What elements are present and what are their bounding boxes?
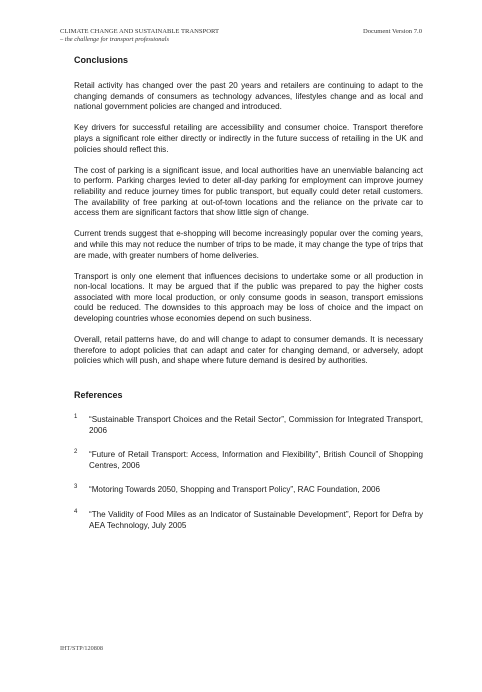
- conclusions-paragraph: Transport is only one element that influences decisions to undertake some or all production in non-local locations. It may be argued that if the public was prepared to pay the higher costs associated with more local production, or only consume goods in season, transport emissions could be reduced. The downsides to this approach may be loss of choice and the impact on developing countries whose economies depend on such business.: [74, 271, 423, 324]
- reference-text: “The Validity of Food Miles as an Indicator of Sustainable Development”, Report for Defra by AEA Technology, July 2005: [89, 510, 423, 530]
- reference-text: “Motoring Towards 2050, Shopping and Transport Policy”, RAC Foundation, 2006: [89, 485, 380, 495]
- conclusions-paragraph: Retail activity has changed over the past 20 years and retailers are continuing to adapt to the changing demands of consumers as technology advances, lifestyles change and as local and national government policies are changed and introduced.: [74, 81, 423, 112]
- reference-item: [74, 450, 423, 471]
- reference-item: [74, 510, 423, 531]
- document-title: CLIMATE CHANGE AND SUSTAINABLE TRANSPORT: [60, 28, 220, 35]
- reference-text: “Sustainable Transport Choices and the Retail Sector”, Commission for Integrated Transport, 2006: [89, 415, 423, 435]
- header-row: [60, 28, 422, 35]
- references-heading: References: [74, 390, 123, 401]
- reference-number: 1: [74, 414, 78, 421]
- page-header: [60, 28, 422, 43]
- reference-number: 2: [74, 449, 78, 456]
- page-content: [74, 55, 423, 545]
- reference-item: [74, 415, 423, 436]
- reference-text: “Future of Retail Transport: Access, Information and Flexibility”, British Council of Shopping Centres, 2006: [89, 450, 423, 470]
- reference-item: [74, 485, 423, 496]
- page-footer-code: IHT/STP/120808: [60, 645, 103, 652]
- conclusions-paragraph: Current trends suggest that e-shopping will become increasingly popular over the coming years, and while this may not reduce the number of trips to be made, it may change the type of trips that are made, with greater numbers of home deliveries.: [74, 229, 423, 260]
- document-subtitle: – the challenge for transport professionals: [60, 36, 169, 43]
- conclusions-paragraph: Overall, retail patterns have, do and will change to adapt to consumer demands. It is necessary therefore to adopt policies that can adapt and cater for changing demand, or adversely, adopt policies which will push, and shape where future demand is desired by authorities.: [74, 335, 423, 366]
- reference-number: 4: [74, 509, 78, 515]
- document-version: Document Version 7.0: [362, 28, 422, 35]
- references-list: [74, 415, 423, 531]
- conclusions-paragraph: The cost of parking is a significant issue, and local authorities have an unenviable balancing act to perform. Parking charges levied to deter all-day parking for employment can improve journey reliability and reduce journey times for public transport, but equally could deter retail customers. The availability of free parking at out-of-town locations and the reliance on the private car to access them are significant factors that show little sign of change.: [74, 165, 423, 218]
- conclusions-paragraph: Key drivers for successful retailing are accessibility and consumer choice. Transport therefore plays a significant role either directly or indirectly in the future success of retailing in the UK and policies should reflect this.: [74, 123, 423, 154]
- conclusions-heading: Conclusions: [74, 55, 129, 65]
- reference-number: 3: [74, 484, 78, 491]
